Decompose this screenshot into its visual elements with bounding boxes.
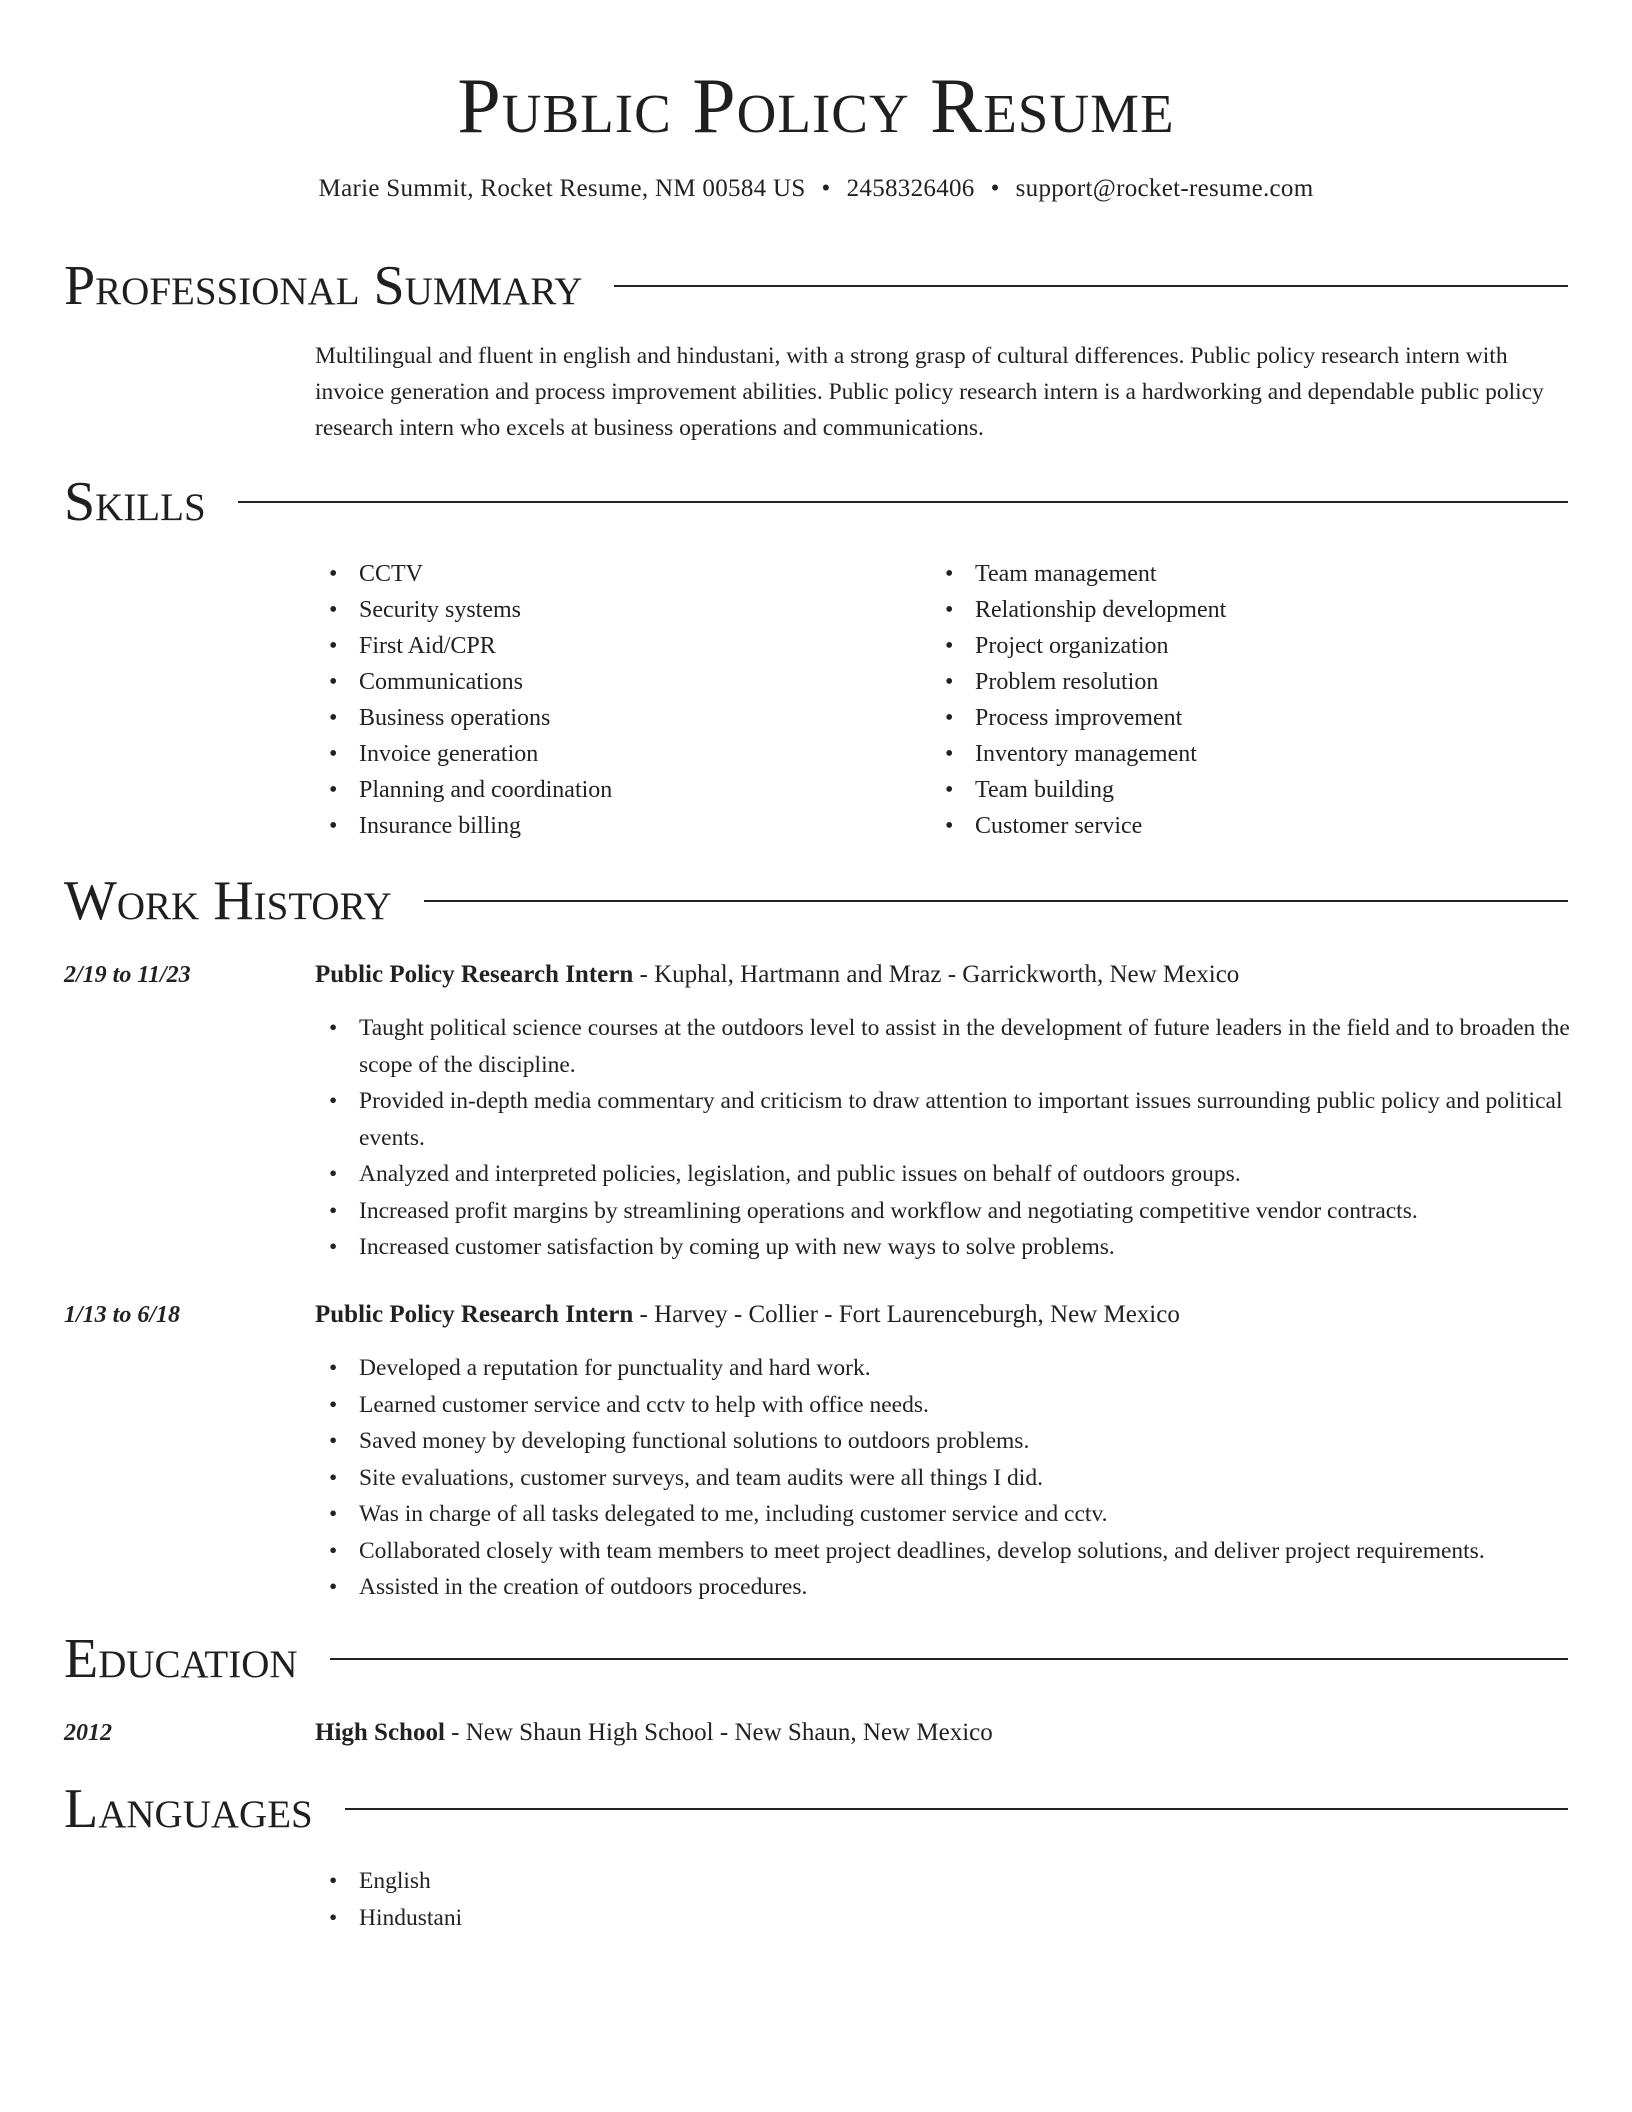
contact-email: support@rocket-resume.com (1015, 175, 1314, 202)
job-bullet: • Was in charge of all tasks delegated to me, including customer service and cctv. (315, 1496, 1575, 1533)
job-bullet: • Collaborated closely with team members to meet project deadlines, develop solutions, and deliver project requirements. (315, 1533, 1575, 1570)
job-position: Public Policy Research Intern (315, 1301, 634, 1328)
section-divider (614, 285, 1568, 287)
skills-list-left (315, 556, 875, 844)
education-heading (315, 1716, 993, 1750)
section-title-summary: Professional Summary (64, 255, 583, 317)
section-header-skills (64, 467, 1568, 537)
section-divider (330, 1658, 1568, 1660)
section-title-skills: Skills (64, 471, 206, 533)
section-header-work (64, 866, 1568, 936)
section-divider (238, 501, 1568, 503)
job-bullet: • Provided in-depth media commentary and criticism to draw attention to important issues surrounding public policy and political events. (315, 1083, 1575, 1156)
job-dates: 2/19 to 11/23 (64, 962, 191, 988)
skill-item: • CCTV (315, 556, 875, 592)
job-heading (315, 958, 1239, 992)
education-degree: High School (315, 1719, 445, 1746)
skill-item: • Team building (931, 772, 1491, 808)
skill-item: • Security systems (315, 592, 875, 628)
language-item: • Hindustani (315, 1900, 1575, 1937)
contact-phone: 2458326406 (846, 175, 975, 202)
skill-item: • Invoice generation (315, 736, 875, 772)
skill-item: • Communications (315, 664, 875, 700)
skill-item: • Team management (931, 556, 1491, 592)
job-bullet: • Site evaluations, customer surveys, and team audits were all things I did. (315, 1460, 1575, 1497)
section-title-languages: Languages (64, 1778, 313, 1840)
job-bullet: • Saved money by developing functional solutions to outdoors problems. (315, 1423, 1575, 1460)
job-bullet: • Learned customer service and cctv to help with office needs. (315, 1387, 1575, 1424)
education-school: - New Shaun High School - New Shaun, New Mexico (444, 1719, 993, 1746)
section-header-summary (64, 251, 1568, 321)
job-bullet: • Increased profit margins by streamlining operations and workflow and negotiating competitive vendor contracts. (315, 1193, 1575, 1230)
section-title-education: Education (64, 1628, 298, 1690)
skill-item: • Inventory management (931, 736, 1491, 772)
skill-item: • Business operations (315, 700, 875, 736)
skill-item: • First Aid/CPR (315, 628, 875, 664)
skill-item: • Insurance billing (315, 808, 875, 844)
contact-separator: • (821, 175, 831, 202)
job-employer: - Harvey - Collier - Fort Laurenceburgh, New Mexico (633, 1301, 1180, 1328)
resume-title: Public Policy Resume (457, 62, 1175, 149)
job-employer: - Kuphal, Hartmann and Mraz - Garrickworth, New Mexico (633, 961, 1240, 988)
job-bullets (315, 1010, 1575, 1266)
job-dates: 1/13 to 6/18 (64, 1302, 181, 1328)
language-item: • English (315, 1863, 1575, 1900)
job-bullet: • Assisted in the creation of outdoors procedures. (315, 1569, 1575, 1606)
contact-separator: • (990, 175, 1000, 202)
skills-list-right (931, 556, 1491, 844)
skill-item: • Customer service (931, 808, 1491, 844)
section-divider (424, 900, 1568, 902)
job-bullets (315, 1350, 1575, 1606)
skill-item: • Process improvement (931, 700, 1491, 736)
job-position: Public Policy Research Intern (315, 961, 634, 988)
section-title-work: Work History (64, 870, 392, 932)
job-bullet: • Taught political science courses at the outdoors level to assist in the development of future leaders in the field and to broaden the scope of the discipline. (315, 1010, 1575, 1083)
skill-item: • Planning and coordination (315, 772, 875, 808)
contact-line (0, 172, 1632, 206)
section-header-education (64, 1624, 1568, 1694)
education-year: 2012 (64, 1720, 112, 1746)
summary-text: Multilingual and fluent in english and hindustani, with a strong grasp of cultural differences. Public policy research intern with invoice generation and process improvement abilities. Public policy research intern is a hardworking and dependable public policy research intern who excels at business operations and communications. (315, 343, 1544, 441)
skill-item: • Project organization (931, 628, 1491, 664)
section-divider (345, 1808, 1568, 1810)
section-header-languages (64, 1774, 1568, 1844)
skill-item: • Relationship development (931, 592, 1491, 628)
contact-address: Marie Summit, Rocket Resume, NM 00584 US (318, 175, 806, 202)
languages-list (315, 1863, 1575, 1936)
job-bullet: • Increased customer satisfaction by coming up with new ways to solve problems. (315, 1229, 1575, 1266)
job-bullet: • Developed a reputation for punctuality and hard work. (315, 1350, 1575, 1387)
job-heading (315, 1298, 1180, 1332)
job-bullet: • Analyzed and interpreted policies, legislation, and public issues on behalf of outdoors groups. (315, 1156, 1575, 1193)
skill-item: • Problem resolution (931, 664, 1491, 700)
